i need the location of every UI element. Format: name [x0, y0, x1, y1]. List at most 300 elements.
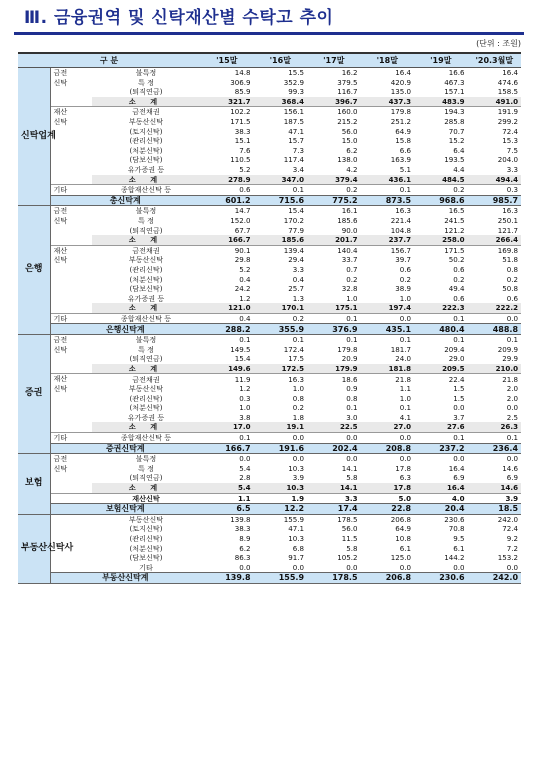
value-cell: 3.4 [292, 165, 305, 175]
value-cell: 0.0 [453, 454, 465, 464]
value-cell: 15.5 [288, 68, 305, 78]
item-label: (처분신탁) [129, 403, 163, 413]
item-label: 특 정 [138, 77, 154, 87]
group-label [50, 422, 92, 432]
value-cell: 7.3 [292, 145, 305, 155]
value-cell: 0.0 [254, 432, 308, 443]
value-cell: 91.7 [288, 553, 305, 563]
value-cell: 29.8 [234, 255, 251, 265]
value-cell: 15.7 [288, 136, 305, 146]
table-row [18, 87, 521, 97]
value-cell: 6.2 [239, 543, 251, 553]
group-label [50, 127, 92, 137]
value-cell: 4.2 [346, 165, 358, 175]
group-label [50, 483, 92, 493]
group-label [50, 274, 92, 284]
value-cell: 16.4 [395, 68, 412, 78]
value-cell: 144.2 [444, 553, 465, 563]
value-cell: 139.8 [230, 514, 251, 524]
value-cell: 491.0 [468, 97, 522, 107]
value-cell: 38.3 [234, 524, 251, 534]
value-cell: 1.1 [399, 384, 412, 394]
table-row [18, 284, 521, 294]
value-cell: 15.8 [395, 136, 412, 146]
value-cell: 16.3 [395, 206, 412, 216]
value-cell: 0.1 [468, 432, 522, 443]
value-cell: 156.7 [361, 245, 415, 255]
value-cell: 179.8 [361, 107, 415, 117]
value-cell: 17.5 [288, 354, 305, 364]
value-cell: 121.0 [200, 303, 254, 313]
value-cell: 0.0 [453, 403, 465, 413]
value-cell: 0.0 [506, 403, 519, 413]
table-row [18, 235, 521, 245]
value-cell: 178.5 [307, 573, 361, 584]
table-row [18, 553, 521, 563]
table-row [18, 97, 521, 107]
group-label: 신탁 [53, 255, 68, 265]
item-label: 기타 [139, 562, 153, 572]
value-cell: 166.7 [200, 443, 254, 454]
value-cell: 140.4 [307, 245, 361, 255]
value-cell: 5.0 [361, 493, 415, 504]
table-row [18, 493, 521, 504]
value-cell: 116.7 [337, 87, 358, 97]
value-cell: 0.0 [239, 454, 251, 464]
value-cell: 117.4 [283, 155, 305, 165]
total-label: 보험신탁계 [50, 504, 200, 515]
value-cell: 278.9 [200, 175, 254, 185]
value-cell: 435.1 [361, 324, 415, 335]
header-year: '19말 [414, 53, 468, 68]
value-cell: 347.0 [254, 175, 308, 185]
value-cell: 230.6 [444, 514, 465, 524]
value-cell: 201.7 [307, 235, 361, 245]
value-cell: 0.2 [346, 274, 358, 284]
table-row [18, 432, 521, 443]
table-row [18, 274, 521, 284]
value-cell: 0.1 [307, 313, 361, 324]
value-cell: 601.2 [200, 195, 254, 206]
group-label [50, 473, 92, 483]
value-cell: 3.8 [239, 412, 251, 422]
value-cell: 90.1 [200, 245, 254, 255]
value-cell: 0.0 [239, 562, 251, 572]
table-row [18, 127, 521, 137]
value-cell: 99.3 [288, 87, 305, 97]
table-row [18, 216, 521, 226]
value-cell: 4.0 [414, 493, 468, 504]
item-label: (관리신탁) [129, 136, 163, 146]
value-cell: 3.7 [453, 412, 465, 422]
item-label: 종합재산신탁 등 [92, 313, 200, 324]
total-label: 증권신탁계 [50, 443, 200, 454]
section-label: 증권 [18, 335, 50, 454]
value-cell: 285.8 [444, 117, 465, 127]
value-cell: 16.1 [341, 206, 358, 216]
group-label [50, 284, 92, 294]
value-cell: 437.3 [361, 97, 415, 107]
table-row [18, 524, 521, 534]
value-cell: 0.8 [346, 393, 358, 403]
value-cell: 0.2 [254, 313, 308, 324]
value-cell: 474.6 [497, 77, 519, 87]
value-cell: 0.0 [453, 562, 465, 572]
table-row [18, 534, 521, 544]
value-cell: 178.5 [337, 514, 358, 524]
value-cell: 171.5 [414, 245, 468, 255]
value-cell: 5.4 [239, 463, 251, 473]
group-label [50, 394, 92, 404]
value-cell: 160.0 [307, 107, 361, 117]
value-cell: 102.2 [200, 107, 254, 117]
item-label: (관리신탁) [129, 264, 163, 274]
value-cell: 0.0 [307, 432, 361, 443]
value-cell: 16.6 [448, 68, 465, 78]
value-cell: 27.6 [414, 422, 468, 432]
value-cell: 0.6 [399, 264, 412, 274]
value-cell: 38.9 [395, 284, 412, 294]
value-cell: 266.4 [468, 235, 522, 245]
value-cell: 306.9 [230, 77, 251, 87]
value-cell: 64.9 [395, 524, 412, 534]
item-label: 금전채권 [92, 107, 200, 117]
group-label: 금전 [53, 454, 68, 464]
item-label: 유가증권 등 [127, 412, 165, 422]
group-label: 기타 [50, 185, 92, 196]
value-cell: 17.4 [307, 504, 361, 515]
table-row [18, 313, 521, 324]
value-cell: 0.1 [399, 403, 412, 413]
value-cell: 209.9 [497, 344, 519, 354]
value-cell: 14.8 [234, 68, 251, 78]
value-cell: 15.2 [448, 136, 465, 146]
table-row [18, 354, 521, 364]
item-label: (담보신탁) [129, 284, 163, 294]
group-label [50, 303, 92, 313]
table-row [18, 78, 521, 88]
value-cell: 4.4 [453, 165, 465, 175]
table-row [18, 245, 521, 255]
value-cell: 222.3 [414, 303, 468, 313]
item-label: 불특정 [135, 454, 157, 464]
group-label: 신탁 [53, 344, 68, 354]
value-cell: 15.1 [234, 136, 251, 146]
value-cell: 163.9 [390, 155, 412, 165]
value-cell: 185.6 [337, 216, 358, 225]
group-label: 신탁 [53, 463, 68, 473]
value-cell: 14.6 [468, 483, 522, 493]
value-cell: 0.6 [200, 185, 254, 196]
value-cell: 138.0 [337, 155, 358, 165]
table-row [18, 403, 521, 413]
value-cell: 181.7 [390, 344, 412, 354]
table-row [18, 464, 521, 474]
value-cell: 210.0 [468, 364, 522, 374]
item-label: 금전채권 [92, 245, 200, 255]
value-cell: 194.3 [414, 107, 468, 117]
value-cell: 0.0 [399, 562, 412, 572]
table-header [18, 53, 521, 68]
value-cell: 172.5 [254, 364, 308, 374]
value-cell: 1.2 [239, 293, 251, 303]
value-cell: 5.8 [346, 473, 358, 483]
item-label: (퇴직연금) [129, 87, 163, 97]
value-cell: 0.1 [414, 313, 468, 324]
value-cell: 1.5 [453, 384, 465, 394]
value-cell: 19.1 [254, 422, 308, 432]
total-label: 총신탁계 [50, 195, 200, 206]
subtotal-label: 소 계 [92, 364, 200, 374]
value-cell: 258.0 [414, 235, 468, 245]
value-cell: 873.5 [361, 195, 415, 206]
table-row [18, 483, 521, 493]
value-cell: 16.4 [502, 68, 519, 78]
group-label [50, 553, 92, 563]
item-label: 유가증권 등 [127, 165, 165, 175]
table-row [18, 185, 521, 196]
item-label: 부동산신탁 [128, 514, 164, 524]
value-cell: 6.4 [453, 145, 465, 155]
group-label: 재산 [50, 374, 92, 384]
value-cell: 152.0 [230, 216, 251, 225]
total-label: 은행신탁계 [50, 324, 200, 335]
table-row [18, 422, 521, 432]
value-cell: 9.2 [506, 534, 519, 543]
value-cell: 215.2 [337, 117, 358, 127]
value-cell: 5.2 [239, 264, 251, 274]
value-cell: 242.0 [497, 514, 519, 524]
item-label: 특 정 [138, 463, 154, 473]
value-cell: 2.0 [506, 384, 519, 394]
value-cell: 368.4 [254, 97, 308, 107]
value-cell: 121.7 [497, 225, 519, 235]
value-cell: 15.0 [341, 136, 358, 146]
value-cell: 21.8 [468, 374, 522, 384]
value-cell: 47.1 [288, 524, 305, 534]
item-label: (처분신탁) [129, 274, 163, 284]
item-label: 불특정 [135, 68, 157, 78]
value-cell: 467.3 [444, 77, 465, 87]
item-label: 재산신탁 [92, 493, 200, 504]
value-cell: 379.5 [337, 77, 358, 87]
item-label: (관리신탁) [129, 534, 163, 543]
value-cell: 185.6 [254, 235, 308, 245]
group-label [50, 265, 92, 275]
value-cell: 149.6 [200, 364, 254, 374]
table-row [18, 294, 521, 304]
value-cell: 0.1 [239, 335, 251, 345]
value-cell: 7.5 [506, 145, 519, 155]
subtotal-label: 소 계 [92, 303, 200, 313]
item-label: (담보신탁) [129, 553, 163, 563]
value-cell: 9.5 [453, 534, 465, 543]
group-label [50, 403, 92, 413]
item-label: 부동산신탁 [128, 384, 164, 394]
value-cell: 420.9 [390, 77, 412, 87]
item-label: 금전채권 [92, 374, 200, 384]
value-cell: 1.3 [292, 293, 305, 303]
item-label: (담보신탁) [129, 155, 163, 165]
value-cell: 6.2 [346, 145, 358, 155]
value-cell: 16.4 [448, 463, 465, 473]
group-label: 재산 [50, 245, 92, 255]
value-cell: 10.3 [288, 534, 305, 543]
group-label [50, 493, 92, 504]
value-cell: 18.5 [468, 504, 522, 515]
value-cell: 16.3 [502, 206, 519, 216]
table-row [18, 473, 521, 483]
table-row [18, 255, 521, 265]
group-label: 금전 [53, 335, 68, 345]
table-row [18, 165, 521, 175]
table-row [18, 335, 521, 345]
value-cell: 6.9 [453, 473, 465, 483]
value-cell: 125.0 [390, 553, 412, 563]
value-cell: 0.0 [292, 454, 305, 464]
item-label: (퇴직연금) [129, 225, 163, 235]
value-cell: 16.4 [414, 483, 468, 493]
value-cell: 0.2 [292, 403, 305, 413]
group-label [50, 155, 92, 165]
value-cell: 105.2 [337, 553, 358, 563]
value-cell: 7.2 [506, 543, 519, 553]
value-cell: 3.3 [506, 165, 519, 175]
group-label [50, 175, 92, 185]
header-year: '18말 [361, 53, 415, 68]
group-label [50, 563, 92, 573]
value-cell: 149.5 [230, 344, 251, 354]
value-cell: 0.4 [200, 313, 254, 324]
group-label: 재산 [50, 107, 92, 117]
item-label: 종합재산신탁 등 [92, 432, 200, 443]
value-cell: 6.6 [399, 145, 412, 155]
item-label: (토지신탁) [129, 126, 163, 136]
value-cell: 90.0 [341, 225, 358, 235]
value-cell: 1.0 [239, 403, 251, 413]
header-category: 구 분 [18, 53, 200, 68]
table-row [18, 563, 521, 573]
group-label: 신탁 [53, 116, 68, 126]
value-cell: 209.5 [414, 364, 468, 374]
value-cell: 187.5 [283, 117, 305, 127]
value-cell: 0.6 [453, 264, 465, 274]
total-label: 부동산신탁계 [50, 573, 200, 584]
value-cell: 202.4 [307, 443, 361, 454]
value-cell: 193.5 [444, 155, 465, 165]
table-row [18, 454, 521, 464]
subtotal-label: 소 계 [92, 97, 200, 107]
value-cell: 2.0 [506, 393, 519, 403]
value-cell: 24.2 [234, 284, 251, 294]
value-cell: 0.4 [239, 274, 251, 284]
table-row [18, 384, 521, 394]
table-row [18, 374, 521, 384]
value-cell: 15.4 [288, 206, 305, 216]
value-cell: 0.0 [506, 454, 519, 464]
value-cell: 4.1 [399, 412, 412, 422]
value-cell: 139.8 [200, 573, 254, 584]
group-label [50, 165, 92, 175]
value-cell: 355.9 [254, 324, 308, 335]
value-cell: 8.9 [239, 534, 251, 543]
value-cell: 170.1 [254, 303, 308, 313]
value-cell: 715.6 [254, 195, 308, 206]
header-year: '16말 [254, 53, 308, 68]
item-label: (처분신탁) [129, 145, 163, 155]
unit-note: (단위 : 조원) [476, 39, 521, 48]
value-cell: 0.1 [292, 335, 305, 345]
value-cell: 6.5 [200, 504, 254, 515]
subtotal-label: 소 계 [92, 422, 200, 432]
value-cell: 181.8 [361, 364, 415, 374]
value-cell: 139.4 [254, 245, 308, 255]
value-cell: 50.8 [502, 284, 519, 294]
value-cell: 1.0 [399, 293, 412, 303]
value-cell: 3.9 [292, 473, 305, 483]
item-label: 특 정 [138, 216, 154, 225]
item-label: 불특정 [135, 206, 157, 216]
value-cell: 10.8 [395, 534, 412, 543]
value-cell: 0.1 [453, 335, 465, 345]
value-cell: 0.0 [361, 313, 415, 324]
value-cell: 29.9 [502, 354, 519, 364]
subtotal-label: 소 계 [92, 235, 200, 245]
value-cell: 0.1 [254, 185, 308, 196]
value-cell: 158.5 [497, 87, 519, 97]
group-label [50, 87, 92, 97]
group-label: 신탁 [53, 215, 68, 225]
value-cell: 67.7 [234, 225, 251, 235]
value-cell: 0.0 [468, 313, 522, 324]
value-cell: 484.5 [414, 175, 468, 185]
value-cell: 72.4 [502, 524, 519, 534]
value-cell: 242.0 [468, 573, 522, 584]
value-cell: 14.6 [502, 463, 519, 473]
value-cell: 0.8 [506, 264, 519, 274]
value-cell: 0.0 [361, 432, 415, 443]
section-label: 신탁업계 [18, 68, 50, 206]
value-cell: 26.3 [468, 422, 522, 432]
value-cell: 179.8 [337, 344, 358, 354]
value-cell: 2.8 [239, 473, 251, 483]
value-cell: 50.2 [448, 255, 465, 265]
value-cell: 1.2 [239, 384, 251, 394]
value-cell: 47.1 [288, 126, 305, 136]
value-cell: 166.7 [200, 235, 254, 245]
section-label: 보험 [18, 454, 50, 515]
value-cell: 20.4 [414, 504, 468, 515]
value-cell: 169.8 [468, 245, 522, 255]
value-cell: 0.3 [239, 393, 251, 403]
value-cell: 29.0 [448, 354, 465, 364]
value-cell: 6.9 [506, 473, 519, 483]
value-cell: 0.2 [399, 274, 412, 284]
item-label: 부동산신탁 [128, 255, 164, 265]
value-cell: 51.8 [502, 255, 519, 265]
value-cell: 32.8 [341, 284, 358, 294]
group-label [50, 413, 92, 423]
header-year: '20.3월말 [468, 53, 522, 68]
value-cell: 14.1 [341, 463, 358, 473]
group-label [50, 136, 92, 146]
value-cell: 1.9 [254, 493, 308, 504]
value-cell: 3.3 [307, 493, 361, 504]
group-label: 금전 [53, 68, 68, 77]
group-label [50, 146, 92, 156]
value-cell: 0.9 [346, 384, 358, 394]
item-label: (퇴직연금) [129, 473, 163, 483]
